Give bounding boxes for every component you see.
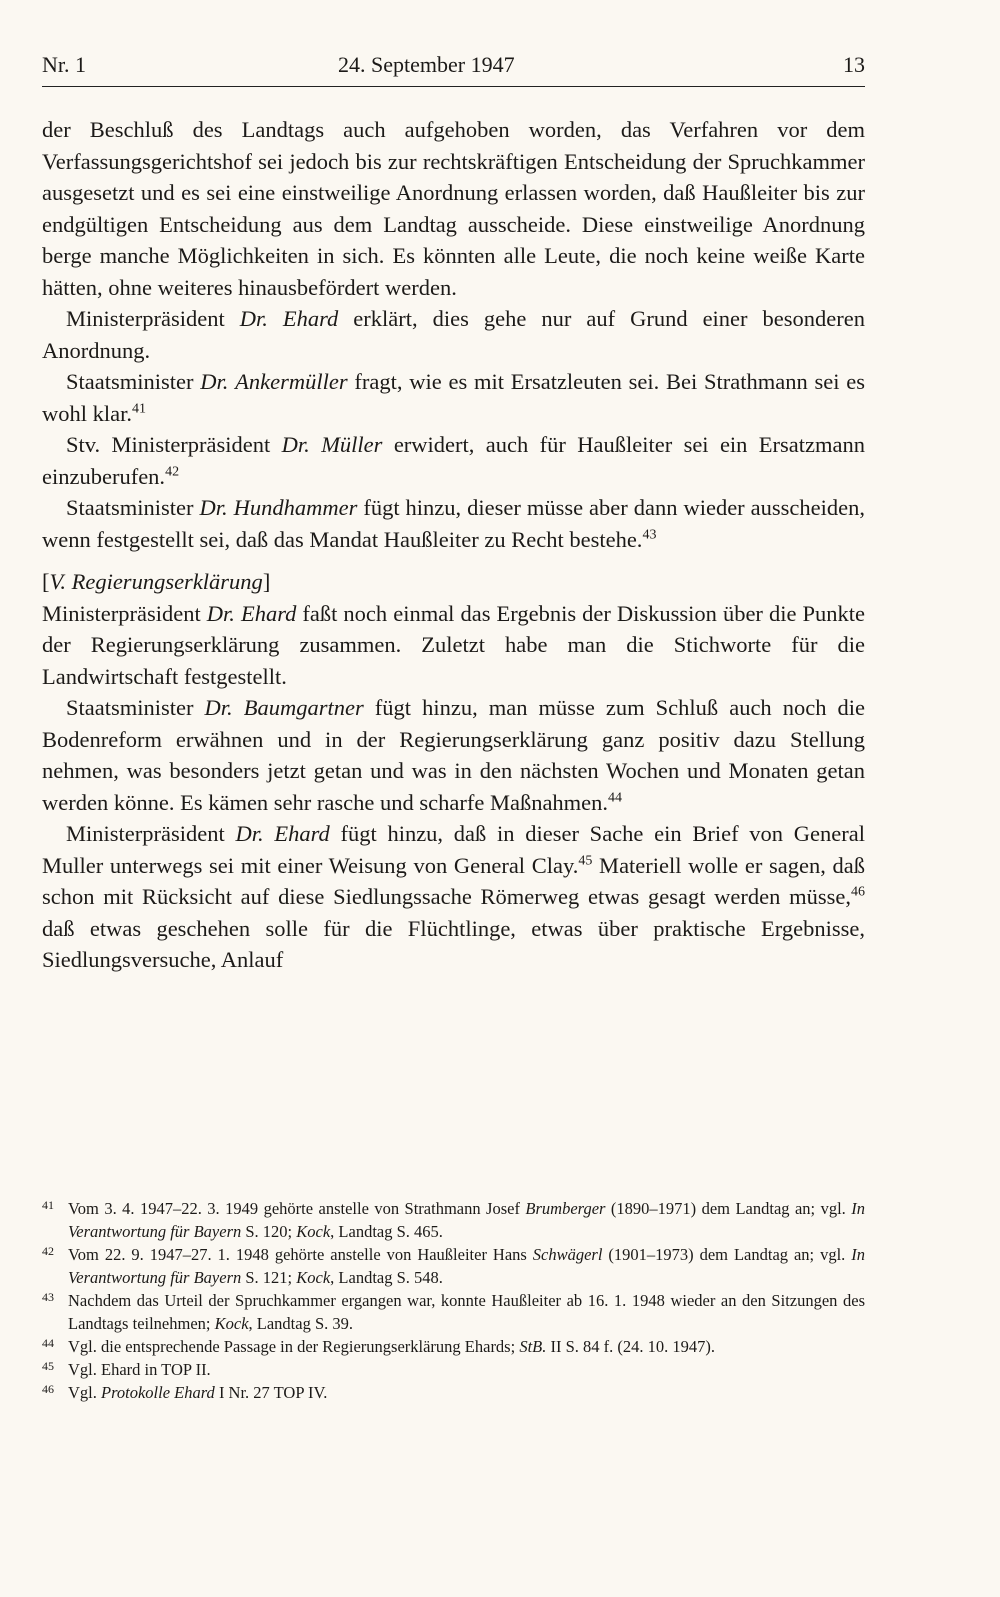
speaker-title: Dr.	[199, 495, 228, 520]
footnote-ref[interactable]: 44	[608, 790, 623, 805]
footnote-ref[interactable]: 46	[851, 884, 865, 900]
section-heading: [V. Regierungserklärung]	[42, 569, 271, 594]
paragraph-6: Ministerpräsident Dr. Ehard faßt noch einmal das Ergebnis der Diskussion über die Punkte der Regierungserklärung zusammen. Zuletzt habe man die Stichworte für die Landwirtschaft festgestellt.	[42, 600, 865, 689]
header-rule	[42, 86, 865, 87]
speaker-name: Ehard	[274, 821, 330, 846]
footnote-44: 44 Vgl. die entsprechende Passage in der Regierungserklärung Ehards; StB. II S. 84 f. (24. 10. 1947).	[42, 1335, 865, 1358]
footnote-number: 44	[42, 1336, 54, 1350]
speaker-name: Hundhammer	[233, 495, 358, 520]
header-date: 24. September 1947	[338, 52, 515, 77]
speaker-title: Dr.	[200, 369, 229, 394]
footnote-number: 41	[42, 1198, 54, 1212]
body-text	[42, 114, 865, 976]
footnote-41: 41 Vom 3. 4. 1947–22. 3. 1949 gehörte anstelle von Strathmann Josef Brumberger (1890–1971) dem Landtag an; vgl. In Verantwortung für Bayern S. 120; Kock, Landtag S. 465.	[42, 1197, 865, 1243]
speaker-name: Müller	[321, 432, 383, 457]
footnote-number: 42	[42, 1244, 54, 1258]
section-title: Regierungserklärung	[71, 569, 263, 594]
speaker-title: Dr.	[235, 821, 264, 846]
speaker-title: Dr.	[281, 432, 310, 457]
footnote-number: 46	[42, 1382, 54, 1396]
paragraph-4: Stv. Ministerpräsident Dr. Müller erwidert, auch für Haußleiter sei ein Ersatzmann einzuberufen.$^{42}$	[42, 432, 866, 489]
speaker-name: Ehard	[240, 600, 297, 626]
speaker-name: Baumgartner	[243, 695, 364, 720]
footnotes	[42, 1197, 865, 1404]
paragraph-5: Staatsminister Dr. Hundhammer fügt hinzu, dieser müsse aber dann wieder ausscheiden, wenn festgestellt sei, daß das Mandat Haußleiter zu Recht bestehe.$^{43}$	[42, 495, 865, 552]
paragraph-3: Staatsminister Dr. Ankermüller fragt, wie es mit Ersatzleuten sei. Bei Strathmann sei es wohl klar.$^{41}$	[42, 369, 866, 426]
footnote-number: 43	[42, 1290, 54, 1304]
footnote-number: 45	[42, 1359, 54, 1373]
running-header	[42, 52, 865, 86]
footnote-ref[interactable]: 43	[642, 527, 657, 542]
footnote-ref[interactable]: 45	[578, 853, 593, 868]
issue-number: Nr. 1	[42, 52, 86, 77]
paragraph-1: der Beschluß des Landtags auch aufgehoben worden, das Verfahren vor dem Verfassungsgerichtshof sei jedoch bis zur rechtskräftigen Entscheidung der Spruchkammer ausgesetzt und es sei eine einstweilige Anordnung erlassen worden, daß Haußleiter bis zur endgültigen Entscheidung aus dem Landtag ausscheide. Diese einstweilige Anordnung berge manche Möglichkeiten in sich. Es könnten alle Leute, die noch keine weiße Karte hätten, ohne weiteres hinausbefördert werden.	[42, 117, 865, 300]
page-number: 13	[843, 52, 865, 77]
paragraph-7: Staatsminister Dr. Baumgartner fügt hinzu, man müsse zum Schluß auch noch die Bodenreform erwähnen und in der Regierungserklärung ganz positiv dazu Stellung nehmen, was besonders jetzt getan und was in den nächsten Wochen und Monaten getan werden könne. Es kämen sehr rasche und scharfe Maßnahmen.$^{44}$	[42, 695, 866, 815]
footnote-42: 42 Vom 22. 9. 1947–27. 1. 1948 gehörte anstelle von Haußleiter Hans Schwägerl (1901–1973) dem Landtag an; vgl. In Verantwortung für Bayern S. 121; Kock, Landtag S. 548.	[42, 1243, 865, 1289]
footnote-ref[interactable]: 42	[165, 464, 180, 479]
footnote-45: 45 Vgl. Ehard in TOP II.	[42, 1358, 865, 1381]
paragraph-2: Ministerpräsident Dr. Ehard erklärt, dies gehe nur auf Grund einer besonderen Anordnung.	[42, 306, 865, 363]
speaker-title: Dr.	[239, 306, 268, 331]
footnote-46: 46 Vgl. Protokolle Ehard I Nr. 27 TOP IV.	[42, 1381, 865, 1404]
footnote-ref[interactable]: 41	[132, 401, 146, 416]
footnote-43: 43 Nachdem das Urteil der Spruchkammer ergangen war, konnte Haußleiter ab 16. 1. 1948 wieder an den Sitzungen des Landtags teilnehmen; Kock, Landtag S. 39.	[42, 1289, 865, 1335]
speaker-name: Ankermüller	[235, 369, 348, 394]
speaker-name: Ehard	[282, 306, 339, 331]
speaker-title: Dr.	[204, 695, 233, 720]
paragraph-8: Ministerpräsident Dr. Ehard fügt hinzu, daß in dieser Sache ein Brief von General Muller unterwegs sei mit einer Weisung von General Clay.$^{45}$ Materiell wolle er sagen, daß schon mit Rücksicht auf diese Siedlungssache Römerweg etwas gesagt werden müsse,$^{46}$ daß etwas geschehen solle für die Flüchtlinge, etwas über praktische Ergebnisse, Siedlungsversuche, Anlauf	[42, 821, 865, 972]
speaker-title: Dr.	[206, 600, 235, 626]
